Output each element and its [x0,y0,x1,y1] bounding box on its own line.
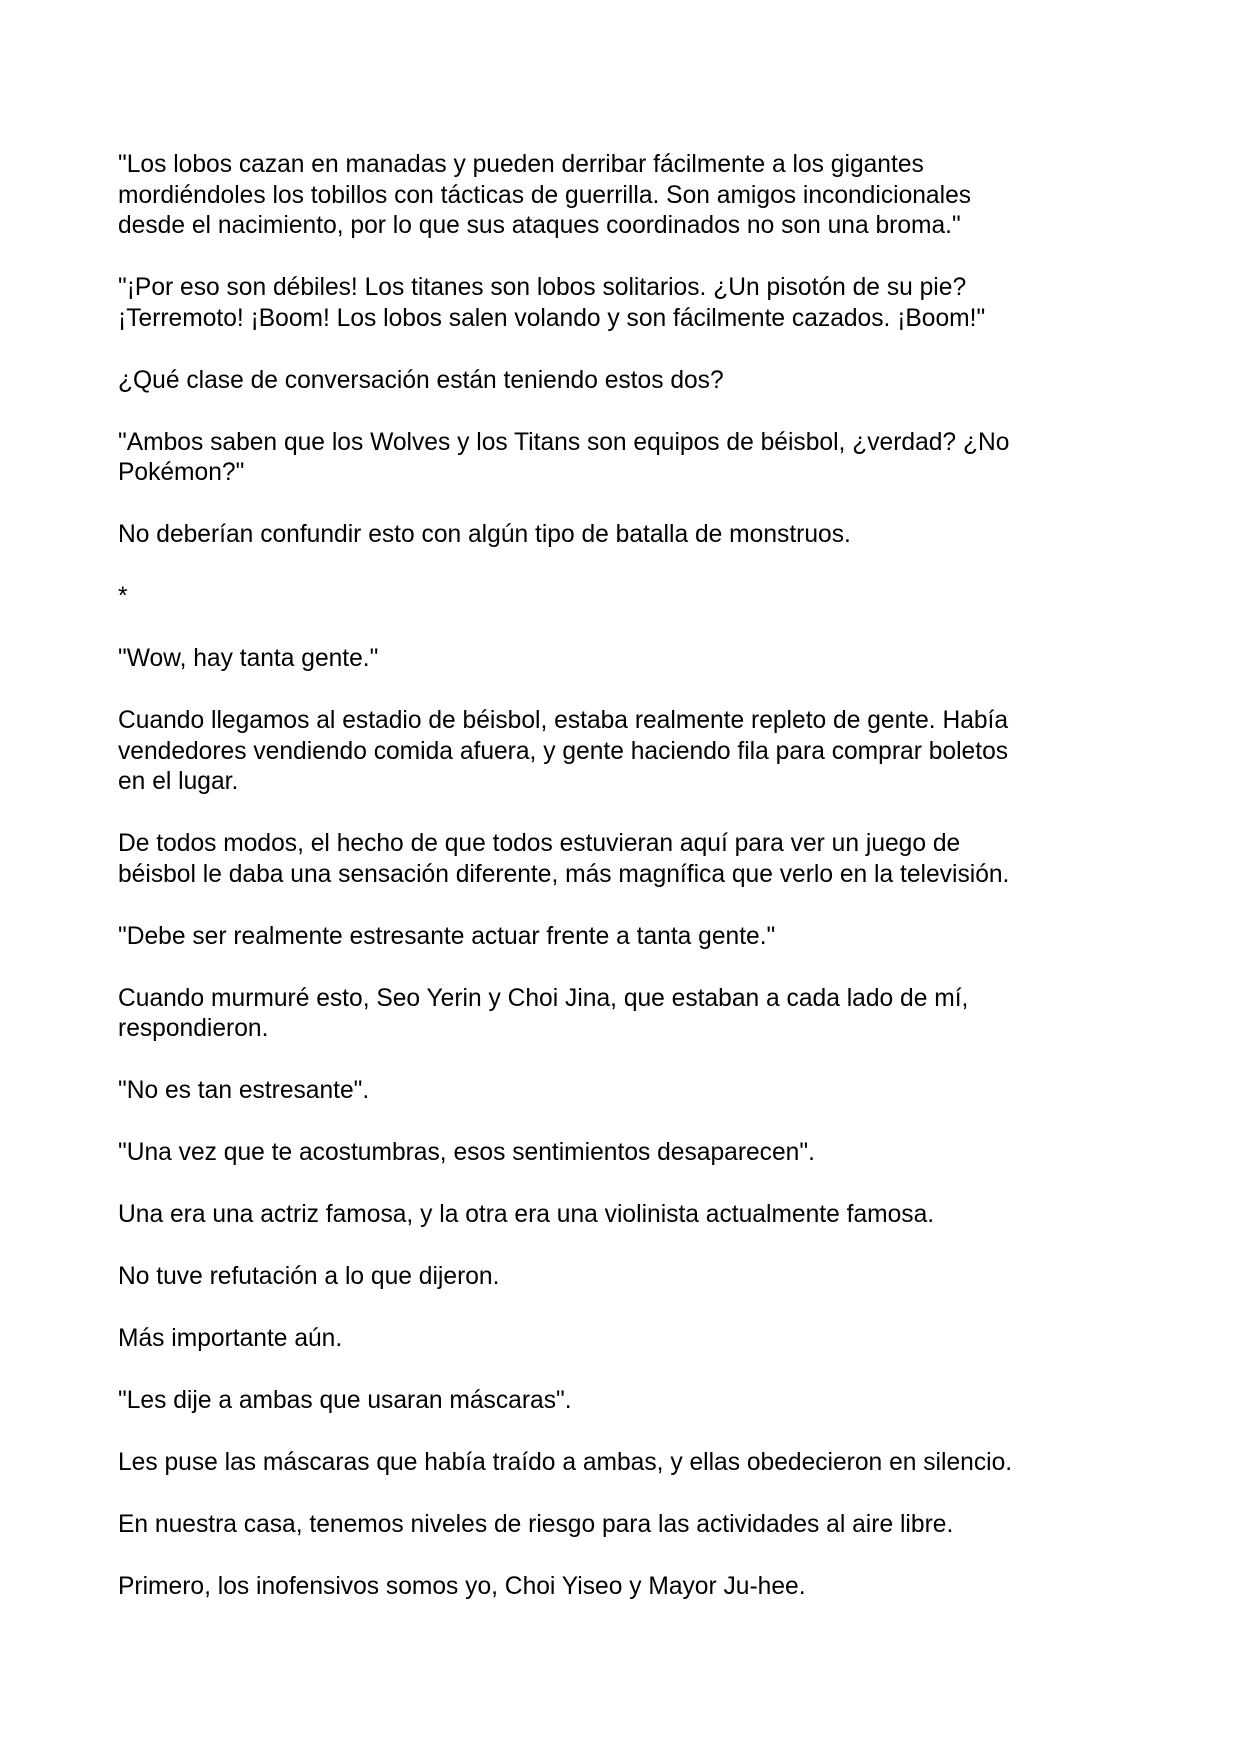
paragraph: De todos modos, el hecho de que todos estuvieran aquí para ver un juego de béisbol le daba una sensación diferente, más magnífica que verlo en la televisión. [118,830,1010,888]
paragraph: No tuve refutación a lo que dijeron. [118,1263,500,1290]
paragraph: "Debe ser realmente estresante actuar frente a tanta gente." [118,922,776,950]
paragraph: "Los lobos cazan en manadas y pueden derribar fácilmente a los gigantes mordiéndoles los tobillos con tácticas de guerrilla. Son amigos incondicionales desde el nacimiento, por lo que sus ataques coordinados no son una broma." [118,151,972,239]
paragraph: No deberían confundir esto con algún tipo de batalla de monstruos. [118,521,851,548]
paragraph: ¿Qué clase de conversación están teniendo estos dos? [118,366,724,394]
scene-break: * [118,583,128,610]
paragraph: Una era una actriz famosa, y la otra era una violinista actualmente famosa. [118,1201,935,1228]
paragraph: "¡Por eso son débiles! Los titanes son lobos solitarios. ¿Un pisotón de su pie? ¡Terremoto! ¡Boom! Los lobos salen volando y son fácilmente cazados. ¡Boom!" [118,274,986,332]
paragraph: Cuando murmuré esto, Seo Yerin y Choi Jina, que estaban a cada lado de mí, respondieron. [118,984,969,1042]
paragraph: En nuestra casa, tenemos niveles de riesgo para las actividades al aire libre. [118,1511,954,1538]
paragraph: "Una vez que te acostumbras, esos sentimientos desaparecen". [118,1139,815,1166]
paragraph: "No es tan estresante". [118,1077,370,1104]
paragraph: Más importante aún. [118,1325,343,1352]
paragraph: "Wow, hay tanta gente." [118,645,379,672]
paragraph: "Les dije a ambas que usaran máscaras". [118,1387,572,1414]
document-body [118,150,1128,1634]
paragraph: "Ambos saben que los Wolves y los Titans son equipos de béisbol, ¿verdad? ¿No Pokémon?" [118,428,1010,486]
paragraph: Primero, los inofensivos somos yo, Choi Yiseo y Mayor Ju-hee. [118,1573,806,1600]
paragraph: Les puse las máscaras que había traído a ambas, y ellas obedecieron en silencio. [118,1449,1013,1476]
paragraph: Cuando llegamos al estadio de béisbol, estaba realmente repleto de gente. Había vendedores vendiendo comida afuera, y gente haciendo fila para comprar boletos en el lugar. [118,707,1009,795]
